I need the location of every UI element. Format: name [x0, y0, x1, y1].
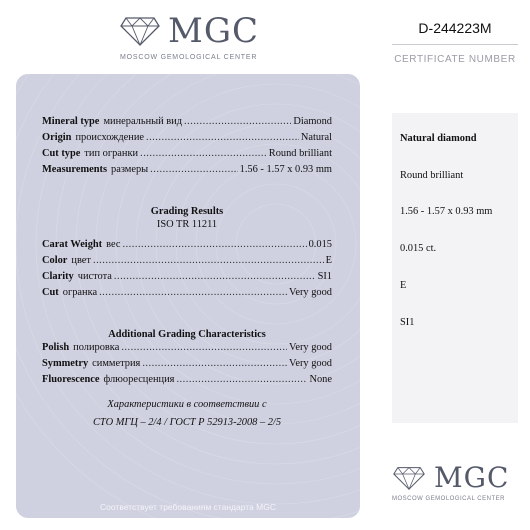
field-label-ru: симметрия [92, 358, 141, 369]
field-label-ru: минеральный вид [103, 116, 183, 127]
diamond-icon [120, 16, 160, 46]
field-label-ru: флюоресценция [103, 374, 175, 385]
leader-dots [121, 342, 287, 353]
field-label-ru: происхождение [75, 132, 144, 143]
detail-row-mineral-type [42, 116, 332, 132]
field-label: Measurements [42, 164, 108, 175]
field-value: Round brilliant [268, 148, 332, 159]
certificate-number: D-244223M [418, 20, 492, 36]
additional-row-symmetry [42, 358, 332, 374]
summary-item: 0.015 ct. [400, 243, 437, 254]
field-value: Diamond [293, 116, 332, 127]
summary-item: Natural diamond [400, 133, 477, 144]
standard-note-line-1: Характеристики в соответствии с [107, 399, 267, 410]
grading-row-carat-weight [42, 239, 332, 255]
field-value: Very good [289, 342, 332, 353]
grading-content [42, 116, 332, 432]
leader-dots [93, 255, 324, 266]
grading-results-title: Grading Results [150, 206, 224, 217]
grading-row-clarity [42, 271, 332, 287]
field-label-ru: вес [106, 239, 121, 250]
leader-dots [122, 239, 306, 250]
field-label: Carat Weight [42, 239, 103, 250]
leader-dots [142, 358, 287, 369]
leader-dots [114, 271, 316, 282]
field-value: Very good [289, 287, 332, 298]
leader-dots [150, 164, 237, 175]
leader-dots [146, 132, 299, 143]
additional-row-polish [42, 342, 332, 358]
mgc-logo [120, 11, 290, 70]
additional-row-fluorescence [42, 374, 332, 390]
leader-dots [176, 374, 307, 385]
brand-name: MGC [434, 461, 510, 494]
field-value: Natural [300, 132, 332, 143]
summary-item: SI1 [400, 317, 415, 328]
field-label: Polish [42, 342, 70, 353]
field-label: Clarity [42, 271, 74, 282]
panel-footer-text: Соответствует требованиям стандарта MGC [100, 502, 276, 512]
field-label: Cut type [42, 148, 81, 159]
field-label: Origin [42, 132, 72, 143]
grading-panel [16, 74, 360, 518]
field-label: Cut [42, 287, 59, 298]
additional-title: Additional Grading Characteristics [108, 329, 266, 340]
field-label: Color [42, 255, 68, 266]
grading-row-color [42, 255, 332, 271]
mgc-logo-small [392, 461, 518, 514]
brand-subtitle: MOSCOW GEMOLOGICAL CENTER [120, 54, 258, 61]
brand-name: MGC [168, 11, 259, 51]
field-value: None [309, 374, 332, 385]
field-label-ru: размеры [111, 164, 149, 175]
summary-column [392, 113, 518, 423]
field-value: 0.015 [308, 239, 332, 250]
field-label-ru: огранка [62, 287, 98, 298]
standard-note-line-2: СТО МГЦ – 2/4 / ГОСТ Р 52913-2008 – 2/5 [92, 417, 282, 428]
field-label: Symmetry [42, 358, 89, 369]
field-value: 1.56 - 1.57 x 0.93 mm [239, 164, 332, 175]
field-label-ru: тип огранки [84, 148, 139, 159]
grading-standard: ISO TR 11211 [156, 219, 218, 230]
field-label-ru: полировка [73, 342, 120, 353]
summary-item: E [400, 280, 407, 291]
certificate-caption: CERTIFICATE NUMBER [394, 54, 516, 65]
field-value: SI1 [317, 271, 332, 282]
leader-dots [99, 287, 287, 298]
field-label-ru: цвет [71, 255, 91, 266]
grading-row-cut [42, 287, 332, 303]
field-value: Very good [289, 358, 332, 369]
summary-item: Round brilliant [400, 170, 464, 181]
field-value: E [325, 255, 332, 266]
field-label-ru: чистота [77, 271, 112, 282]
leader-dots [184, 116, 291, 127]
field-label: Mineral type [42, 116, 100, 127]
field-label: Fluorescence [42, 374, 100, 385]
summary-item: 1.56 - 1.57 x 0.93 mm [400, 206, 493, 217]
divider [392, 44, 518, 45]
leader-dots [140, 148, 267, 159]
diamond-icon [392, 466, 426, 490]
detail-row-origin [42, 132, 332, 148]
brand-subtitle: MOSCOW GEMOLOGICAL CENTER [392, 496, 505, 502]
detail-row-measurements [42, 164, 332, 180]
detail-row-cut-type [42, 148, 332, 164]
